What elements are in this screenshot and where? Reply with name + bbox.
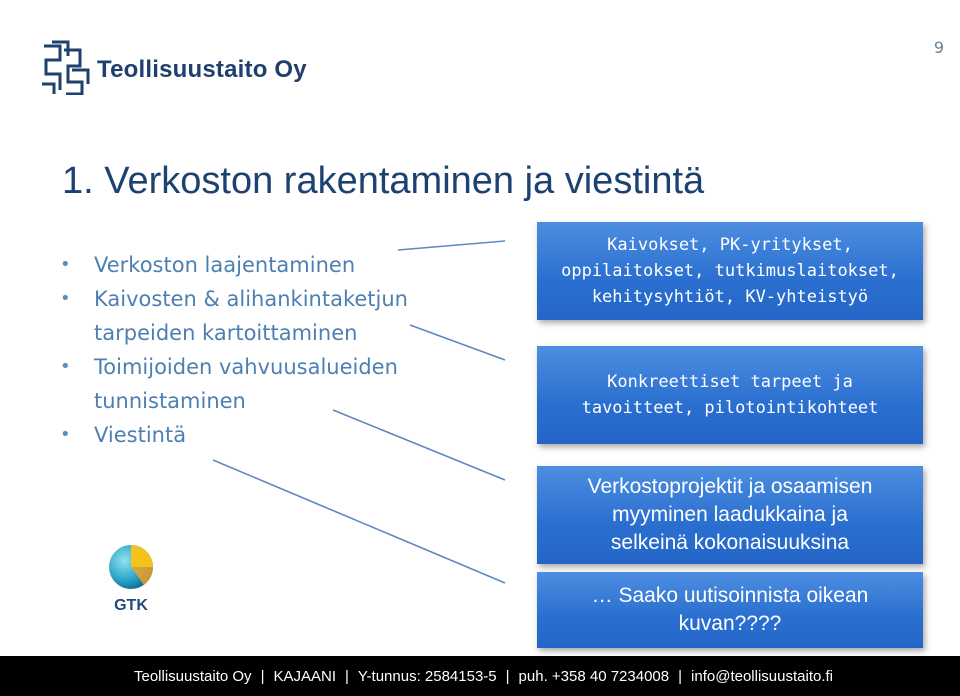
footer-separator: | bbox=[678, 667, 683, 685]
box-line: Verkostoprojektit ja osaamisen bbox=[587, 475, 873, 498]
bullet-text: Verkoston laajentaminen bbox=[94, 253, 356, 277]
box-line: … Saako uutisoinnista oikean bbox=[591, 584, 869, 607]
box-line: Konkreettiset tarpeet ja bbox=[607, 372, 853, 392]
bullet-item bbox=[58, 282, 488, 350]
footer-email[interactable]: info@teollisuustaito.fi bbox=[691, 667, 833, 685]
gtk-logo-icon bbox=[104, 540, 158, 616]
bullet-text: Kaivosten & alihankintaketjun tarpeiden kartoittaminen bbox=[94, 287, 408, 345]
box-line: Kaivokset, PK-yritykset, bbox=[607, 235, 853, 255]
box-line: kuvan???? bbox=[678, 612, 782, 635]
box-line: tavoitteet, pilotointikohteet bbox=[581, 398, 879, 418]
gtk-logo-text: GTK bbox=[114, 597, 148, 614]
slide-title: 1. Verkoston rakentaminen ja viestintä bbox=[62, 160, 705, 202]
bullet-item bbox=[58, 418, 488, 452]
box-line: oppilaitokset, tutkimuslaitokset, bbox=[561, 261, 899, 281]
footer-phone: puh. +358 40 7234008 bbox=[518, 667, 670, 685]
bullet-item bbox=[58, 350, 488, 418]
footer-company: Teollisuustaito Oy bbox=[134, 667, 252, 685]
page-number: 9 bbox=[933, 38, 944, 57]
info-box-stakeholders bbox=[537, 222, 923, 320]
info-box-projects bbox=[537, 466, 923, 564]
footer-separator: | bbox=[345, 667, 349, 685]
bullet-dot-icon: • bbox=[60, 288, 71, 309]
bullet-text: Viestintä bbox=[94, 423, 187, 447]
footer-bar bbox=[0, 656, 960, 696]
bullet-dot-icon: • bbox=[60, 254, 71, 275]
bullet-list bbox=[58, 248, 488, 452]
info-box-needs bbox=[537, 346, 923, 444]
box-line: myyminen laadukkaina ja bbox=[612, 503, 848, 526]
box-line: kehitysyhtiöt, KV-yhteistyö bbox=[591, 287, 869, 307]
bullet-item bbox=[58, 248, 488, 282]
footer-separator: | bbox=[505, 667, 510, 685]
bullet-dot-icon: • bbox=[60, 356, 71, 377]
footer-city: KAJAANI bbox=[273, 667, 336, 685]
info-box-communication bbox=[537, 572, 923, 648]
bullet-text: Toimijoiden vahvuusalueiden tunnistaminen bbox=[94, 355, 398, 413]
connector-line bbox=[213, 460, 505, 583]
bullet-dot-icon: • bbox=[60, 424, 71, 445]
box-line: selkeinä kokonaisuuksina bbox=[610, 531, 850, 554]
footer-business-id: Y-tunnus: 2584153-5 bbox=[357, 667, 497, 685]
company-name: Teollisuustaito Oy bbox=[97, 56, 307, 83]
footer-separator: | bbox=[260, 667, 265, 685]
